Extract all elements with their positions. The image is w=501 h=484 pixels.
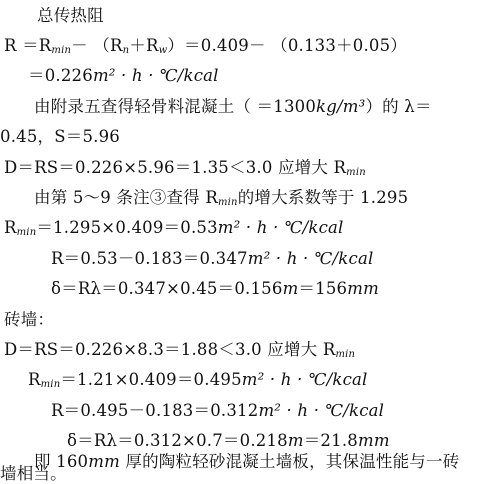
text-run: 由附录五查得轻骨料混凝土（ ＝1300 (34, 97, 317, 116)
line-r-result (28, 66, 219, 86)
unit-text: m² · h · ℃/kcal (241, 370, 368, 389)
subscript: min (16, 227, 37, 238)
text-run: D＝RS＝0.226×5.96＝1.35＜3.0 应增大 R (4, 158, 347, 177)
unit-text: m² · h · ℃/kcal (247, 249, 374, 268)
text-run: R (28, 370, 41, 389)
text-run: R ＝R (4, 36, 52, 55)
line-delta-calc-2 (67, 431, 390, 451)
line-r-formula (4, 36, 407, 61)
text-run: 厚的陶粒轻砂混凝土墙板，其保温性能与一砖 (119, 452, 460, 471)
subscript: min (335, 349, 356, 360)
text-run: 由第 5～9 条注③查得 R (34, 188, 218, 207)
line-rmin-calc-1 (4, 218, 344, 243)
text-run: ＝156 (298, 279, 348, 298)
subscript: w (158, 45, 168, 56)
line-r-calc-1 (51, 249, 373, 269)
unit-text: m (287, 431, 304, 450)
text-run: 即 160 (34, 452, 89, 471)
text-run: δ＝Rλ＝0.347×0.45＝0.156 (51, 279, 283, 298)
text-run: R (4, 218, 17, 237)
unit-text: m² · h · ℃/kcal (258, 401, 385, 420)
unit-text: m² · h · ℃/kcal (92, 66, 219, 85)
text-run: δ＝Rλ＝0.312×0.7＝0.218 (67, 431, 288, 450)
text-run: 墙相当。 (0, 464, 67, 483)
line-increase-factor (34, 188, 408, 213)
line-brick-wall-heading (4, 310, 54, 330)
text-run: D＝RS＝0.226×8.3＝1.88＜3.0 应增大 R (4, 340, 336, 359)
line-delta-calc-1 (51, 279, 379, 299)
line-conclusion-end (0, 464, 67, 484)
unit-text: mm (357, 431, 390, 450)
text-run: 0.45，S＝5.96 (0, 127, 120, 146)
unit-text: m (282, 279, 299, 298)
line-lambda-s-values (0, 127, 120, 147)
text-run: ＝1.21×0.409＝0.495 (60, 370, 242, 389)
unit-text: mm (347, 279, 379, 298)
unit-text: m² · h · ℃/kcal (217, 218, 344, 237)
text-run: ＝0.226 (28, 66, 93, 85)
text-run: R＝0.53－0.183＝0.347 (51, 249, 248, 268)
line-r-calc-2 (51, 401, 384, 421)
line-d-calc-2 (4, 340, 355, 365)
text-run: ）＝0.409－ （0.133＋0.05） (167, 36, 407, 55)
line-total-resistance-heading (37, 6, 104, 26)
text-run: 总传热阻 (37, 6, 104, 25)
text-run: ）的 λ＝ (365, 97, 432, 116)
unit-text: kg/m³ (316, 97, 366, 116)
subscript: n (122, 45, 130, 56)
text-run: ＋R (129, 36, 159, 55)
text-run: － （R (71, 36, 123, 55)
text-run: 的增大系数等于 1.295 (237, 188, 409, 207)
line-d-calc-1 (4, 158, 366, 183)
text-run: R＝0.495－0.183＝0.312 (51, 401, 259, 420)
subscript: min (40, 379, 61, 390)
subscript: min (51, 45, 72, 56)
text-run: ＝1.295×0.409＝0.53 (36, 218, 218, 237)
line-rmin-calc-2 (28, 370, 368, 395)
unit-text: mm (88, 452, 120, 471)
subscript: min (217, 197, 238, 208)
subscript: min (346, 167, 366, 178)
text-run: ＝21.8 (303, 431, 358, 450)
text-run: 砖墙： (4, 310, 55, 329)
line-conclusion (34, 452, 459, 472)
line-appendix-lookup (34, 97, 432, 117)
